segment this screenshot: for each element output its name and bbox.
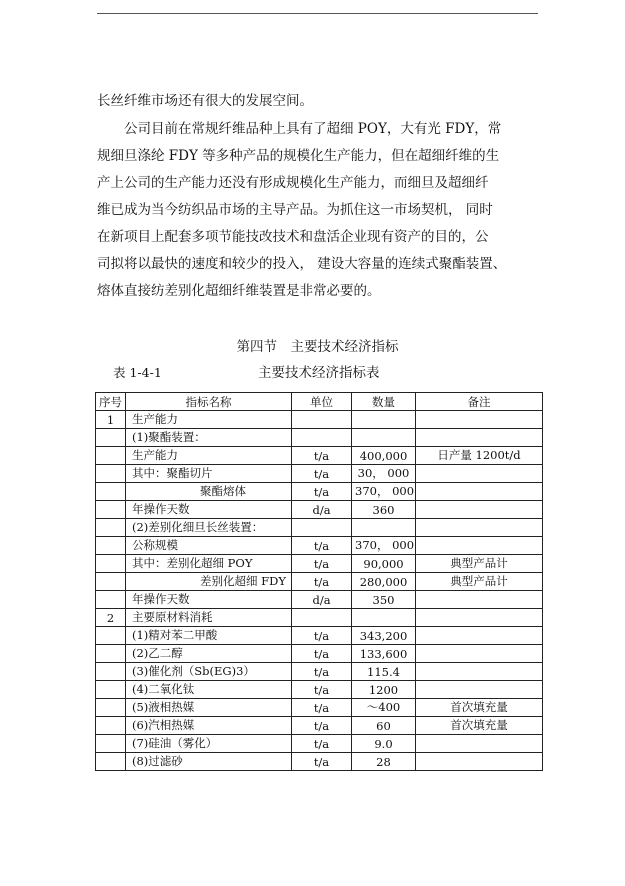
table-row <box>96 411 543 429</box>
indicators-table <box>95 392 543 771</box>
cell-name: (2)乙二醇 <box>126 645 292 663</box>
cell-qty <box>352 411 416 429</box>
table-row <box>96 429 543 447</box>
cell-name: 主要原材料消耗 <box>126 609 292 627</box>
cell-no <box>96 753 126 771</box>
cell-name: 生产能力 <box>126 411 292 429</box>
cell-unit: t/a <box>292 555 352 573</box>
cell-name: (2)差别化细旦长丝装置： <box>126 519 292 537</box>
table-row <box>96 555 543 573</box>
cell-qty: 343,200 <box>352 627 416 645</box>
header-rule <box>97 13 538 14</box>
cell-note <box>416 411 543 429</box>
cell-no <box>96 591 126 609</box>
cell-unit: t/a <box>292 699 352 717</box>
cell-qty: 370， 000 <box>352 483 416 501</box>
cell-name: (1)聚酯装置： <box>126 429 292 447</box>
cell-name: 公称规模 <box>126 537 292 555</box>
table-row <box>96 465 543 483</box>
table-row <box>96 735 543 753</box>
cell-qty <box>352 429 416 447</box>
cell-unit: t/a <box>292 465 352 483</box>
cell-name: 年操作天数 <box>126 591 292 609</box>
cell-no <box>96 627 126 645</box>
cell-no <box>96 465 126 483</box>
cell-note: 典型产品计 <box>416 555 543 573</box>
cell-name: (4)二氧化钛 <box>126 681 292 699</box>
table-row <box>96 573 543 591</box>
paragraph-body <box>97 116 545 305</box>
cell-unit: t/a <box>292 483 352 501</box>
paragraph-line: 产上公司的生产能力还没有形成规模化生产能力，而细旦及超细纤 <box>97 175 489 191</box>
table-row <box>96 609 543 627</box>
cell-note <box>416 501 543 519</box>
header-note: 备注 <box>416 393 543 411</box>
cell-unit: t/a <box>292 537 352 555</box>
table-row <box>96 537 543 555</box>
paragraph-line: 司拟将以最快的速度和较少的投入， 建设大容量的连续式聚酯装置、 <box>97 256 507 272</box>
table-caption-title: 主要技术经济指标表 <box>258 365 380 381</box>
cell-unit <box>292 609 352 627</box>
cell-unit: t/a <box>292 663 352 681</box>
cell-no <box>96 501 126 519</box>
cell-no <box>96 537 126 555</box>
header-no: 序号 <box>96 393 126 411</box>
cell-unit: d/a <box>292 501 352 519</box>
table-row <box>96 699 543 717</box>
cell-note: 日产量 1200t/d <box>416 447 543 465</box>
cell-qty: 60 <box>352 717 416 735</box>
table-row <box>96 591 543 609</box>
cell-qty: ～400 <box>352 699 416 717</box>
header-name: 指标名称 <box>126 393 292 411</box>
cell-qty: 280,000 <box>352 573 416 591</box>
table-row <box>96 753 543 771</box>
cell-name: (7)硅油（雾化） <box>126 735 292 753</box>
cell-qty: 90,000 <box>352 555 416 573</box>
paragraph-line: 维已成为当今纺织品市场的主导产品。为抓住这一市场契机， 同时 <box>97 202 493 218</box>
cell-name: (6)汽相热媒 <box>126 717 292 735</box>
cell-unit: t/a <box>292 681 352 699</box>
cell-name: (8)过滤砂 <box>126 753 292 771</box>
cell-unit: t/a <box>292 735 352 753</box>
cell-no <box>96 735 126 753</box>
table-row <box>96 447 543 465</box>
cell-no: 2 <box>96 609 126 627</box>
cell-no <box>96 429 126 447</box>
cell-unit <box>292 519 352 537</box>
cell-no <box>96 681 126 699</box>
cell-no <box>96 447 126 465</box>
cell-no <box>96 717 126 735</box>
cell-note <box>416 609 543 627</box>
cell-name: 生产能力 <box>126 447 292 465</box>
cell-note <box>416 681 543 699</box>
cell-qty: 350 <box>352 591 416 609</box>
cell-no <box>96 573 126 591</box>
cell-qty: 9.0 <box>352 735 416 753</box>
cell-unit: t/a <box>292 627 352 645</box>
cell-note <box>416 753 543 771</box>
cell-qty <box>352 519 416 537</box>
cell-unit: t/a <box>292 717 352 735</box>
cell-no <box>96 663 126 681</box>
cell-qty: 115.4 <box>352 663 416 681</box>
cell-note <box>416 519 543 537</box>
paragraph-line: 在新项目上配套多项节能技改技术和盘活企业现有资产的目的，公 <box>97 229 489 245</box>
cell-note <box>416 735 543 753</box>
cell-unit <box>292 411 352 429</box>
cell-unit: t/a <box>292 753 352 771</box>
cell-note <box>416 483 543 501</box>
table-row <box>96 519 543 537</box>
cell-unit: d/a <box>292 591 352 609</box>
cell-note <box>416 591 543 609</box>
cell-qty: 370， 000 <box>352 537 416 555</box>
cell-no <box>96 519 126 537</box>
cell-note: 首次填充量 <box>416 717 543 735</box>
paragraph-line: 规细旦涤纶 FDY 等多种产品的规模化生产能力，但在超细纤维的生 <box>97 148 500 164</box>
paragraph-line: 熔体直接纺差别化超细纤维装置是非常必要的。 <box>97 283 381 299</box>
cell-note <box>416 627 543 645</box>
cell-name: (1)精对苯二甲酸 <box>126 627 292 645</box>
table-row <box>96 663 543 681</box>
cell-name: 其中：聚酯切片 <box>126 465 292 483</box>
cell-qty: 400,000 <box>352 447 416 465</box>
table-row <box>96 645 543 663</box>
table-row <box>96 501 543 519</box>
cell-no <box>96 483 126 501</box>
cell-note <box>416 663 543 681</box>
cell-qty: 1200 <box>352 681 416 699</box>
cell-unit <box>292 429 352 447</box>
cell-qty: 133,600 <box>352 645 416 663</box>
cell-note <box>416 537 543 555</box>
cell-qty: 360 <box>352 501 416 519</box>
cell-note <box>416 429 543 447</box>
cell-unit: t/a <box>292 447 352 465</box>
cell-note: 典型产品计 <box>416 573 543 591</box>
cell-note <box>416 645 543 663</box>
header-unit: 单位 <box>292 393 352 411</box>
cell-name: (5)液相热媒 <box>126 699 292 717</box>
cell-no <box>96 645 126 663</box>
cell-note <box>416 465 543 483</box>
cell-unit: t/a <box>292 573 352 591</box>
cell-name: 其中：差别化超细 POY <box>126 555 292 573</box>
cell-qty: 30， 000 <box>352 465 416 483</box>
table-row <box>96 483 543 501</box>
table-body <box>96 411 543 771</box>
table-row <box>96 627 543 645</box>
cell-no: 1 <box>96 411 126 429</box>
header-qty: 数量 <box>352 393 416 411</box>
table-header-row <box>96 393 543 411</box>
section-title: 第四节 主要技术经济指标 <box>236 339 399 355</box>
cell-name: 差别化超细 FDY <box>126 573 292 591</box>
table-row <box>96 717 543 735</box>
cell-name: 聚酯熔体 <box>126 483 292 501</box>
paragraph-intro <box>97 88 545 115</box>
cell-qty <box>352 609 416 627</box>
cell-name: (3)催化剂（Sb(EG)3） <box>126 663 292 681</box>
cell-note: 首次填充量 <box>416 699 543 717</box>
cell-unit: t/a <box>292 645 352 663</box>
paragraph-line: 长丝纤维市场还有很大的发展空间。 <box>97 93 313 109</box>
cell-qty: 28 <box>352 753 416 771</box>
cell-no <box>96 555 126 573</box>
paragraph-line: 公司目前在常规纤维品种上具有了超细 POY，大有光 FDY，常 <box>97 121 502 137</box>
table-caption-id: 表 1-4-1 <box>113 365 162 380</box>
cell-name: 年操作天数 <box>126 501 292 519</box>
cell-no <box>96 699 126 717</box>
table-row <box>96 681 543 699</box>
